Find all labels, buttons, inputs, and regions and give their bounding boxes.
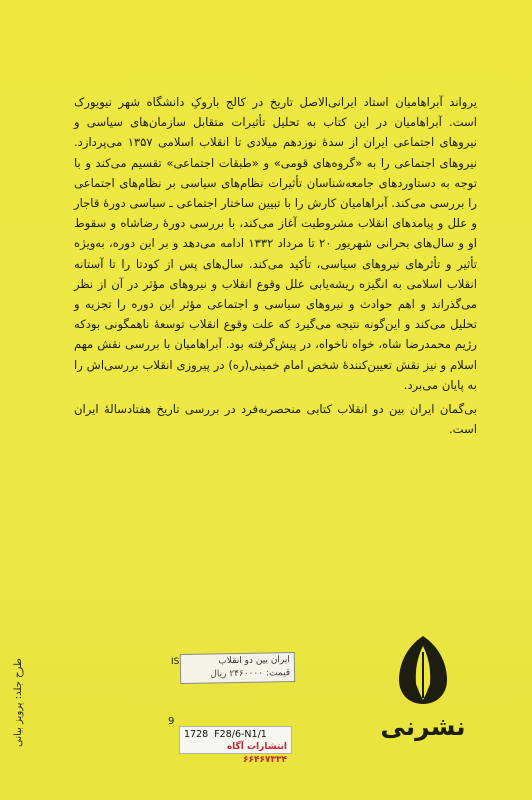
isbn-edge-text: IS <box>171 657 180 667</box>
sticker-code: 1728 F28/6-N1/1 <box>184 729 267 740</box>
blurb-paragraph-1: یرواند آبراهامیان استاد ایرانی‌الاصل تاریخ در کالج باروکِ دانشگاه شهر نیویورک است. آبراهامیان در این کتاب به تحلیل تأثیرات متقابل سازمان‌های سیاسی و نیروهای اجتماعی ایران از سدهٔ نوزدهم میلادی تا انقلاب اسلامی ۱۳۵۷ می‌پردازد. نیروهای اجتماعی را به «گروه‌های قومی» و «طبقات اجتماعی» تقسیم می‌کند و با توجه به دستاوردهای جامعه‌شناسان تأثیرات نظام‌های سیاسی بر نظام‌های اجتماعی را بررسی می‌کند. آبراهامیان کارش را با تبیین ساختار اجتماعی ـ سیاسی دورهٔ قاجار و علل و پیامدهای انقلاب مشروطیت آغاز می‌کند، با بررسی دورهٔ رضاشاه و سقوط او و سال‌های بحرانی شهریور ۲۰ تا مرداد ۱۳۳۲ ادامه می‌دهد و بر این دوره، به‌ویژه تأثیر و تأثرهای نیروهای سیاسی، تأکید می‌کند. سال‌های پس از کودتا را تا آستانه انقلاب اسلامی به انگیزه ریشه‌یابی علل وقوع انقلاب و نیروهای مؤثر در آن از نظر می‌گذراند و اهم حوادث و نیروهای سیاسی و اجتماعی مؤثر این دوره را تجزیه و تحلیل می‌کند و این‌گونه نتیجه می‌گیرد که علت وقوع انقلاب توسعهٔ ناهمگونی بودکه رژیم محمدرضا شاه، خواه ناخواه، در پیش‌گرفته بود. آبراهامیان با بررسی نقش مهم اسلام و نیز نقش تعیین‌کنندهٔ شخص امام خمینی(ره) در پیروزی انقلاب بررسی‌اش را به پایان می‌برد. <box>74 95 478 392</box>
sticker-publisher-tag: انتشارات آگاه ۶۶۴۶۷۳۳۴ <box>226 742 287 765</box>
price-label-title: ایران بین دو انقلاب <box>218 655 290 667</box>
nashr-ney-logo-icon <box>395 634 451 706</box>
barcode-edge-digit: 9 <box>168 716 175 727</box>
price-label <box>180 652 296 684</box>
inventory-sticker <box>179 726 292 765</box>
cover-designer-credit: طرح جلد: پرویز بیانی <box>13 658 24 748</box>
publisher-name: نشرنی <box>380 712 466 741</box>
blurb-text <box>74 92 477 439</box>
price-label-price: قیمت: ۲۴۶۰۰۰۰ ریال <box>210 668 291 680</box>
blurb-paragraph-2: بی‌گمان ایران بین دو انقلاب کتابی منحصربه‌فرد در بررسی تاریخ هفتادسالهٔ ایران است. <box>74 402 477 437</box>
